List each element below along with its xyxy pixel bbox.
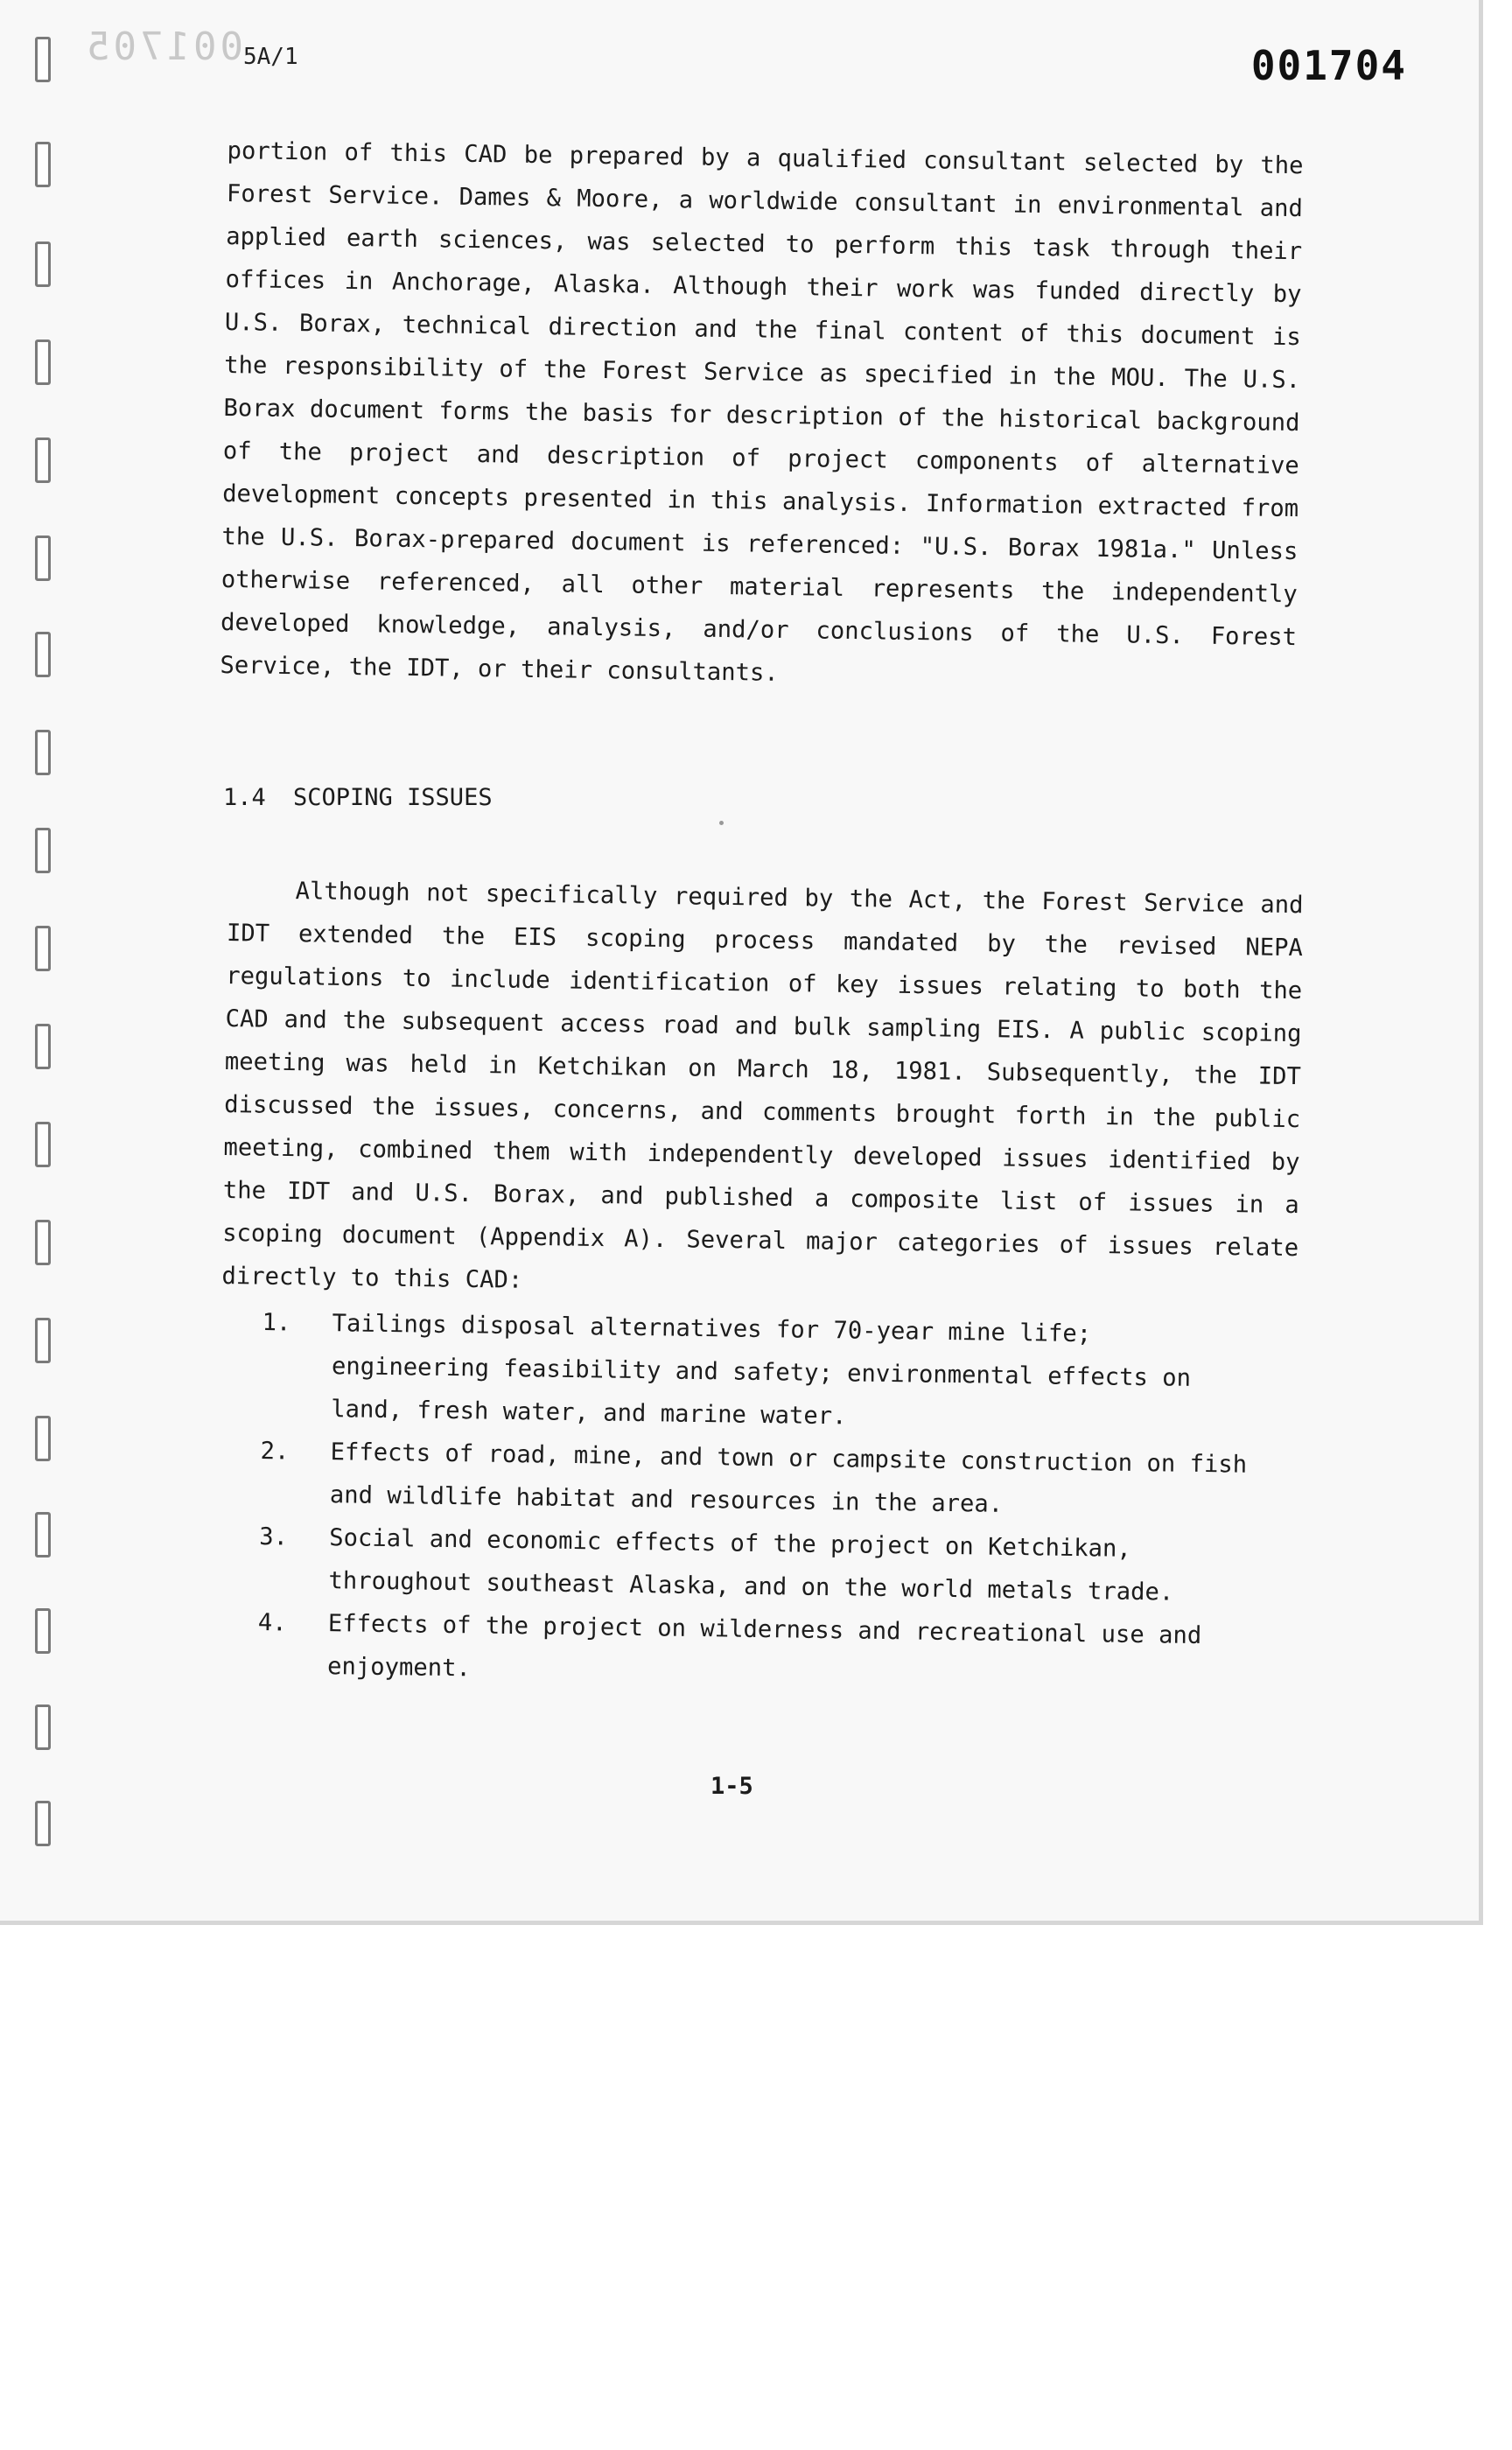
list-item [261,1301,1260,1444]
list-item-text: Tailings disposal alternatives for 70-year mine life; engineering feasibility and safety; environmental effects on land, fresh water, and marine water. [331,1310,1192,1431]
page-number: 1-5 [710,1773,753,1800]
binder-hole [35,142,51,187]
bleed-through-stamp: 001705 [83,24,243,69]
binder-hole [35,1122,51,1167]
document-number: 001704 [1250,42,1407,89]
binder-hole [35,1416,51,1461]
issue-list [257,1301,1260,1701]
binder-hole [35,1704,51,1750]
list-item [260,1430,1258,1530]
binder-holes [0,0,70,1921]
binder-hole [35,1220,51,1265]
list-item-text: Effects of road, mine, and town or campsite construction on fish and wildlife habitat and resources in the area. [329,1438,1248,1518]
binder-hole [35,730,51,775]
list-item [258,1516,1256,1615]
binder-hole [35,1608,51,1654]
binder-hole [35,37,51,82]
list-item-text: Effects of the project on wilderness and recreational use and enjoyment. [326,1610,1202,1683]
binder-hole [35,1318,51,1363]
header-code: 5A/1 [243,44,298,70]
section-title: SCOPING ISSUES [293,784,493,811]
list-item-text: Social and economic effects of the project on Ketchikan, throughout southeast Alaska, and on the world metals trade. [328,1524,1174,1606]
list-item-number: 2. [260,1437,290,1466]
binder-hole [35,632,51,677]
binder-hole [35,828,51,873]
binder-hole [35,1512,51,1558]
intro-paragraph: portion of this CAD be prepared by a qualified consultant selected by the Forest Service. Dames & Moore, a worldwide consultant in environmental and applied earth sciences, was selected to perform this task through their offices in Anchorage, Alaska. Although their work was funded directly by U.S. Borax, technical direction and the final content of this document is the responsibility of the Forest Service as specified in the MOU. The U.S. Borax document forms the basis for description of the historical background of the project and description of project components of alternative development concepts presented in this analysis. Information extracted from the U.S. Borax-prepared document is referenced: "U.S. Borax 1981a." Unless otherwise referenced, all other material represents the independently developed knowledge, analysis, and/or conclusions of the U.S. Forest Service, the IDT, or their consultants. [220,136,1304,687]
binder-hole [35,438,51,483]
list-item-number: 1. [262,1308,291,1337]
list-item [257,1601,1256,1701]
binder-hole [35,536,51,581]
binder-hole [35,926,51,971]
scan-speck [719,821,724,825]
binder-hole [35,1024,51,1069]
section-number: 1.4 [223,784,266,811]
binder-hole [35,340,51,385]
list-item-number: 4. [257,1608,287,1637]
binder-hole [35,242,51,287]
scoping-paragraph: Although not specifically required by the Act, the Forest Service and IDT extended the EIS scoping process mandated by the revised NEPA regulations to include identification of key issues relating to both the CAD and the subsequent access road and bulk sampling EIS. A public scoping meeting was held in Ketchikan on March 18, 1981. Subsequently, the IDT discussed the issues, concerns, and comments brought forth in the public meeting, combined them with independently developed issues identified by the IDT and U.S. Borax, and published a composite list of issues in a scoping document (Appendix A). Several major categories of issues relate directly to this CAD: [221,878,1304,1294]
section-heading [223,784,493,811]
list-item-number: 3. [259,1522,289,1551]
binder-hole [35,1801,51,1846]
